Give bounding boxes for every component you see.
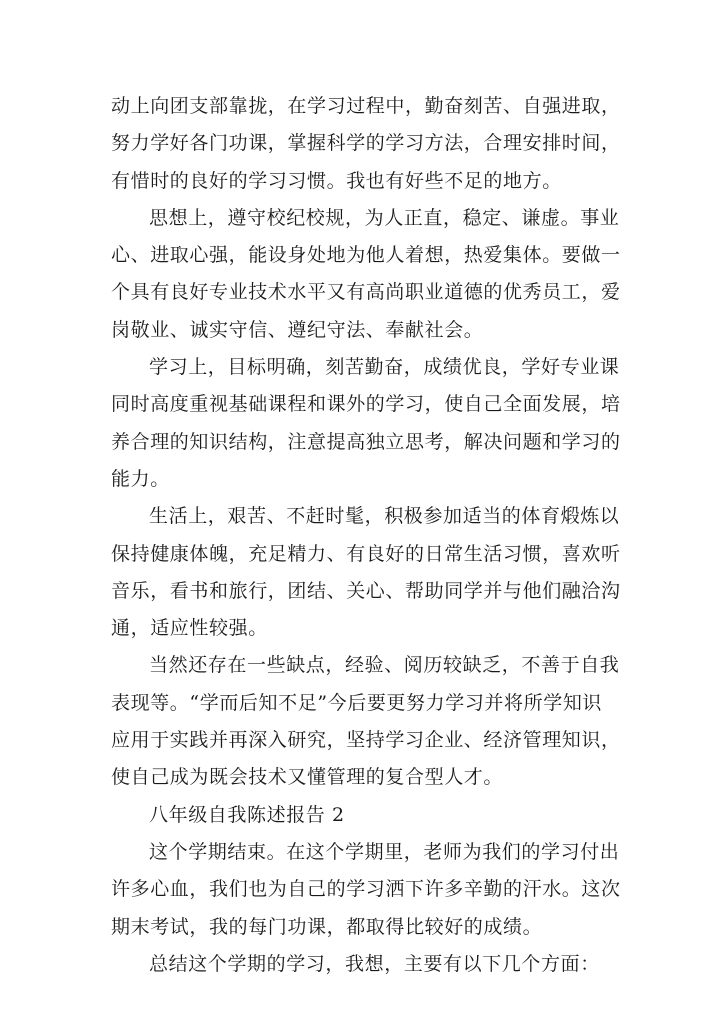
paragraph-shortcomings bbox=[111, 647, 631, 796]
text-line: 学习上，目标明确，刻苦勤奋，成绩优良，学好专业课 bbox=[149, 356, 620, 379]
paragraph-study bbox=[111, 349, 631, 498]
text-line: 通，适应性较强。 bbox=[111, 617, 268, 640]
text-line: 同时高度重视基础课程和课外的学习，使自己全面发展，培 bbox=[111, 393, 621, 416]
text-line: 思想上，遵守校纪校规，为人正直，稳定、谦虚。事业 bbox=[149, 206, 620, 229]
text-line: 当然还存在一些缺点，经验、阅历较缺乏，不善于自我 bbox=[149, 654, 620, 677]
text-line: 能力。 bbox=[111, 467, 170, 490]
text-line: 努力学好各门功课，掌握科学的学习方法，合理安排时间， bbox=[111, 132, 621, 155]
paragraph-heading-2 bbox=[111, 797, 631, 834]
text-line: 期末考试，我的每门功课，都取得比较好的成绩。 bbox=[111, 915, 543, 938]
text-line: 心、进取心强，能设身处地为他人着想，热爱集体。要做一 bbox=[111, 244, 621, 267]
paragraph-summary bbox=[111, 946, 631, 983]
text-line: 使自己成为既会技术又懂管理的复合型人才。 bbox=[111, 766, 504, 789]
text-line: 总结这个学期的学习，我想，主要有以下几个方面： bbox=[149, 952, 600, 975]
text-line: 应用于实践并再深入研究，坚持学习企业、经济管理知识， bbox=[111, 729, 621, 752]
text-line: 个具有良好专业技术水平又有高尚职业道德的优秀员工，爱 bbox=[111, 281, 621, 304]
text-line: 养合理的知识结构，注意提高独立思考，解决问题和学习的 bbox=[111, 430, 621, 453]
paragraph-semester-end bbox=[111, 834, 631, 946]
text-line: 动上向团支部靠拢，在学习过程中，勤奋刻苦、自强进取， bbox=[111, 95, 621, 117]
text-line: 有惜时的良好的学习习惯。我也有好些不足的地方。 bbox=[111, 169, 562, 192]
text-line: 音乐，看书和旅行，团结、关心、帮助同学并与他们融洽沟 bbox=[111, 579, 621, 602]
document-body bbox=[111, 88, 631, 983]
paragraph-life bbox=[111, 498, 631, 647]
text-line: 保持健康体魄，充足精力、有良好的日常生活习惯，喜欢听 bbox=[111, 542, 621, 565]
text-line: 这个学期结束。在这个学期里，老师为我们的学习付出 bbox=[149, 840, 620, 863]
paragraph-thought bbox=[111, 200, 631, 349]
text-line: 岗敬业、诚实守信、遵纪守法、奉献社会。 bbox=[111, 318, 484, 341]
text-line: 许多心血，我们也为自己的学习洒下许多辛勤的汗水。这次 bbox=[111, 878, 621, 901]
text-line: 八年级自我陈述报告 2 bbox=[149, 803, 345, 826]
text-line: 生活上，艰苦、不赶时髦，积极参加适当的体育煅炼以 bbox=[149, 505, 620, 528]
paragraph-intro-continued bbox=[111, 88, 631, 200]
text-line: 表现等。“学而后知不足”今后要更努力学习并将所学知识 bbox=[111, 691, 603, 714]
